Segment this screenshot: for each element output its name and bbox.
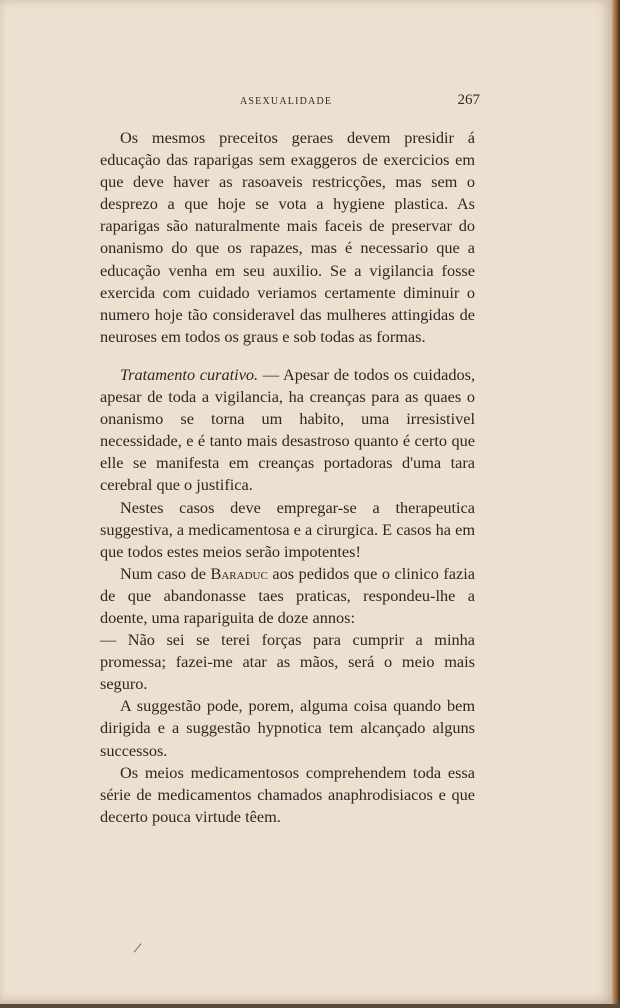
page-bottom-edge bbox=[0, 1004, 620, 1008]
paragraph-7: Os meios medicamentosos comprehendem toda essa série de medicamentos chamados anaphrodisiacos e que decerto pouca virtude têem. bbox=[100, 762, 475, 826]
paragraph-4-pre: Num caso de bbox=[120, 563, 211, 583]
paragraph-2 bbox=[100, 364, 475, 497]
body-text bbox=[100, 127, 475, 828]
section-heading: Tratamento curativo. bbox=[120, 364, 259, 384]
page-number: 267 bbox=[457, 92, 480, 108]
page-edge bbox=[612, 0, 620, 1008]
paragraph-3: Nestes casos deve empregar-se a therapeutica suggestiva, a medicamentosa e a cirurgica. E casos ha em que todos estes meios serão impotentes! bbox=[100, 497, 475, 561]
running-title: ASEXUALIDADE bbox=[240, 96, 333, 107]
author-name: Baraduc bbox=[210, 563, 268, 583]
stray-mark: / bbox=[132, 939, 143, 958]
paragraph-4-text: aos pedidos que o clinico fazia de que abandonasse taes praticas, respondeu-lhe a doente, uma rapariguita de doze annos: bbox=[100, 563, 475, 627]
paragraph-2-text: — Apesar de todos os cuidados, apesar de toda a vigilancia, ha creanças para as quaes o onanismo se torna um habito, uma irresistivel necessidade, e é tanto mais desastroso quanto é certo que elle se manifesta em creanças portadoras d'uma tara cerebral que o justifica. bbox=[100, 364, 476, 495]
paragraph-1: Os mesmos preceitos geraes devem presidir á educação das raparigas sem exaggeros de exercicios em que deve haver as rasoaveis restricções, mas sem o desprezo a que hoje se vota a hygiene plastica. As raparigas são naturalmente mais faceis de preservar do onanismo do que os rapazes, mas é necessario que a educação venha em seu auxilio. Se a vigilancia fosse exercida com cuidado veriamos certamente diminuir o numero hoje tão consideravel das mulheres attingidas de neuroses em todos os graus e sob todas as formas. bbox=[100, 128, 475, 346]
paragraph-5: — Não sei se terei forças para cumprir a minha promessa; fazei-me atar as mãos, será o meio mais seguro. bbox=[100, 630, 475, 694]
paragraph-6: A suggestão pode, porem, alguma coisa quando bem dirigida e a suggestão hypnotica tem alcançado alguns successos. bbox=[100, 696, 475, 760]
paragraph-4 bbox=[100, 563, 475, 629]
